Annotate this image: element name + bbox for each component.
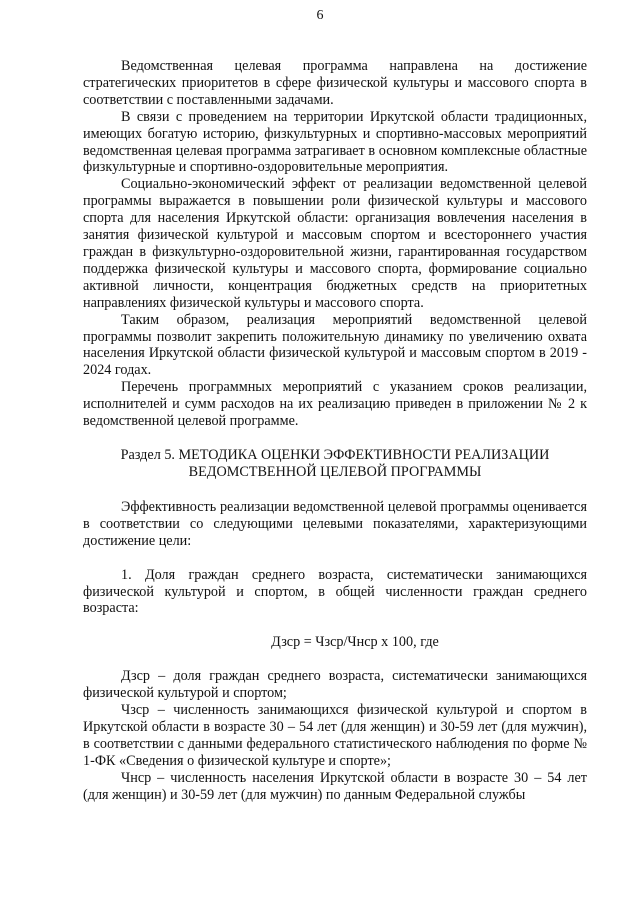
definition-chzsr: Чзср – численность занимающихся физической культурой и спортом в Иркутской области в возрасте 30 – 54 лет (для женщин) и 30-59 лет (для мужчин), в соответствии с данными федерального статистического наблюдения по форме № 1-ФК «Сведения о физической культуре и спорте»; bbox=[83, 702, 587, 769]
paragraph-effect: Социально-экономический эффект от реализации ведомственной целевой программы выражается в повышении роли физической культуры и массового спорта для населения Иркутской области: организация вовлечения населения в занятия физической культурой и массовым спортом и всестороннего участия граждан в физкультурно-оздоровительной жизни, гарантированная государством поддержка физической культуры и массового спорта, формирование социально активной личности, концентрация бюджетных средств на приоритетных направлениях физической культуры и массового спорта. bbox=[83, 176, 587, 311]
definition-chnsr: Чнср – численность населения Иркутской области в возрасте 30 – 54 лет (для женщин) и 30-59 лет (для мужчин) по данным Федеральной службы bbox=[83, 769, 587, 803]
formula: Дзср = Чзср/Чнср х 100, где bbox=[271, 634, 439, 651]
indicator-1: 1. Доля граждан среднего возраста, систематически занимающихся физической культурой и спортом, в общей численности граждан среднего возраста: bbox=[83, 566, 587, 617]
section-title-line-1: Раздел 5. МЕТОДИКА ОЦЕНКИ ЭФФЕКТИВНОСТИ РЕАЛИЗАЦИИ bbox=[120, 446, 550, 463]
paragraph-goal: Ведомственная целевая программа направлена на достижение стратегических приоритетов в сфере физической культуры и массового спорта в соответствии с поставленными задачами. bbox=[83, 58, 587, 108]
paragraph-events: В связи с проведением на территории Иркутской области традиционных, имеющих богатую историю, физкультурных и спортивно-массовых мероприятий ведомственная целевая программа затрагивает в основном комплексные областные физкультурные и спортивно-оздоровительные мероприятия. bbox=[83, 108, 587, 176]
paragraph-dynamics: Таким образом, реализация мероприятий ведомственной целевой программы позволит закрепить положительную динамику по увеличению охвата населения Иркутской области физической культурой и массовым спортом в 2019 - 2024 годах. bbox=[83, 311, 587, 379]
page-number: 6 bbox=[316, 8, 324, 23]
paragraph-list-reference: Перечень программных мероприятий с указанием сроков реализации, исполнителей и сумм расходов на их реализацию приведен в приложении № 2 к ведомственной целевой программе. bbox=[83, 379, 587, 430]
section-intro: Эффективность реализации ведомственной целевой программы оценивается в соответствии со следующими целевыми показателями, характеризующими достижение цели: bbox=[83, 498, 587, 549]
definition-dzsr: Дзср – доля граждан среднего возраста, систематически занимающихся физической культурой и спортом; bbox=[83, 668, 587, 702]
document-body bbox=[83, 58, 587, 804]
section-title-line-2: ВЕДОМСТВЕННОЙ ЦЕЛЕВОЙ ПРОГРАММЫ bbox=[188, 464, 482, 481]
